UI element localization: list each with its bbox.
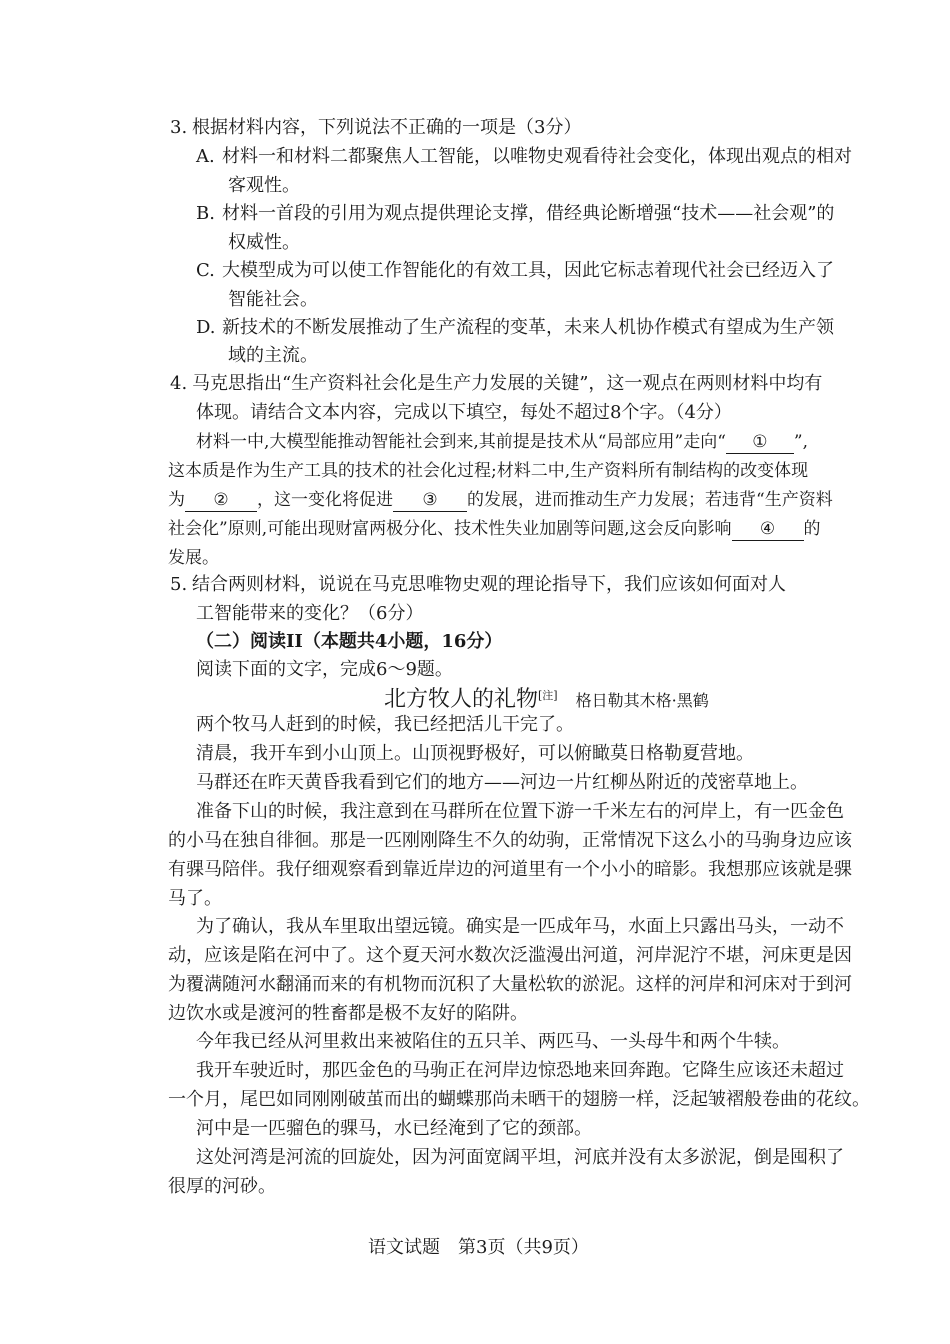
q3-option-b-cont: 权威性。 [228,232,300,253]
paragraph-cont: 马了。 [168,888,222,909]
paragraph-cont: 的小马在独自徘徊。那是一匹刚刚降生不久的幼驹，正常情况下这么小的马驹身边应该 [168,830,852,851]
paragraph: 清晨，我开车到小山顶上。山顶视野极好，可以俯瞰莫日格勒夏营地。 [196,743,754,764]
paragraph: 为了确认，我从车里取出望远镜。确实是一匹成年马，水面上只露出马头，一动不 [196,916,844,937]
q5-stem: 5. 结合两则材料，说说在马克思唯物史观的理论指导下，我们应该如何面对人 [170,574,786,595]
q3-option-c: C. 大模型成为可以使工作智能化的有效工具，因此它标志着现代社会已经迈入了 [196,260,834,281]
q4-fill-line-1: 材料一中,大模型能推动智能社会到来,其前提是技术从“局部应用”走向“ ① ”, [196,432,808,452]
paragraph-cont: 为覆满随河水翻涌而来的有机物而沉积了大量松软的淤泥。这样的河岸和河床对于到河 [168,974,852,995]
q4-stem-cont: 体现。请结合文本内容，完成以下填空，每处不超过8个字。（4分） [196,402,732,423]
q3-option-d-cont: 域的主流。 [228,345,318,366]
paragraph-cont: 有骒马陪伴。我仔细观察看到靠近岸边的河道里有一个小小的暗影。我想那应该就是骒 [168,859,852,880]
q3-option-b: B. 材料一首段的引用为观点提供理论支撑，借经典论断增强“技术——社会观”的 [196,203,835,224]
blank-2[interactable]: ② [185,489,257,512]
q3-option-c-cont: 智能社会。 [228,289,318,310]
paragraph-cont: 边饮水或是渡河的牲畜都是极不友好的陷阱。 [168,1003,528,1024]
q5-stem-cont: 工智能带来的变化？（6分） [196,603,424,624]
article-header [384,684,709,713]
q4-number: 4. [170,373,188,394]
paragraph: 今年我已经从河里救出来被陷住的五只羊、两匹马、一头母牛和两个牛犊。 [196,1031,790,1052]
q3-stem: 3. 根据材料内容，下列说法不正确的一项是（3分） [170,117,582,138]
q4-fill-line-3: 为 ② ，这一变化将促进 ③ 的发展，进而推动生产力发展；若违背“生产资料 [168,490,833,510]
q4-fill-line-4: 社会化”原则,可能出现财富两极分化、技术性失业加剧等问题,这会反向影响 ④ 的 [168,519,821,539]
blank-4[interactable]: ④ [732,518,804,541]
q3-option-a-cont: 客观性。 [228,175,300,196]
paragraph-cont: 一个月，尾巴如同刚刚破茧而出的蝴蝶那尚未晒干的翅膀一样，泛起皱褶般卷曲的花纹。 [168,1089,870,1110]
paragraph: 我开车驶近时，那匹金色的马驹正在河岸边惊恐地来回奔跑。它降生应该还未超过 [196,1060,844,1081]
paragraph: 河中是一匹骝色的骒马，水已经淹到了它的颈部。 [196,1118,592,1139]
note-mark: [注] [538,689,558,702]
q5-number: 5. [170,574,188,595]
section-heading: （二）阅读II（本题共4小题，16分） [196,631,503,652]
q4-fill-line-2: 这本质是作为生产工具的技术的社会化过程;材料二中,生产资料所有制结构的改变体现 [168,461,809,481]
paragraph: 准备下山的时候，我注意到在马群所在位置下游一千米左右的河岸上，有一匹金色 [196,801,844,822]
paragraph: 两个牧马人赶到的时候，我已经把活儿干完了。 [196,714,574,735]
paragraph-cont: 动，应该是陷在河中了。这个夏天河水数次泛滥漫出河道，河岸泥泞不堪，河床更是因 [168,945,852,966]
q3-number: 3. [170,117,188,138]
blank-3[interactable]: ③ [393,489,467,512]
q3-option-a: A. 材料一和材料二都聚焦人工智能，以唯物史观看待社会变化，体现出观点的相对 [196,146,852,167]
q4-fill-line-5: 发展。 [168,548,219,568]
paragraph-cont: 很厚的河砂。 [168,1176,276,1197]
blank-1[interactable]: ① [726,431,794,454]
paragraph: 这处河湾是河流的回旋处，因为河面宽阔平坦，河底并没有太多淤泥，倒是囤积了 [196,1147,844,1168]
page-footer: 语文试题 第3页（共9页） [368,1237,589,1258]
article-title: 北方牧人的礼物 [384,687,539,712]
section-instruction: 阅读下面的文字，完成6～9题。 [196,659,453,680]
q3-option-d: D. 新技术的不断发展推动了生产流程的变革，未来人机协作模式有望成为生产领 [196,317,834,338]
article-author: 格日勒其木格·黑鹤 [575,691,709,710]
paragraph: 马群还在昨天黄昏我看到它们的地方——河边一片红柳丛附近的茂密草地上。 [196,772,808,793]
q4-stem: 4. 马克思指出“生产资料社会化是生产力发展的关键”，这一观点在两则材料中均有 [170,373,823,394]
